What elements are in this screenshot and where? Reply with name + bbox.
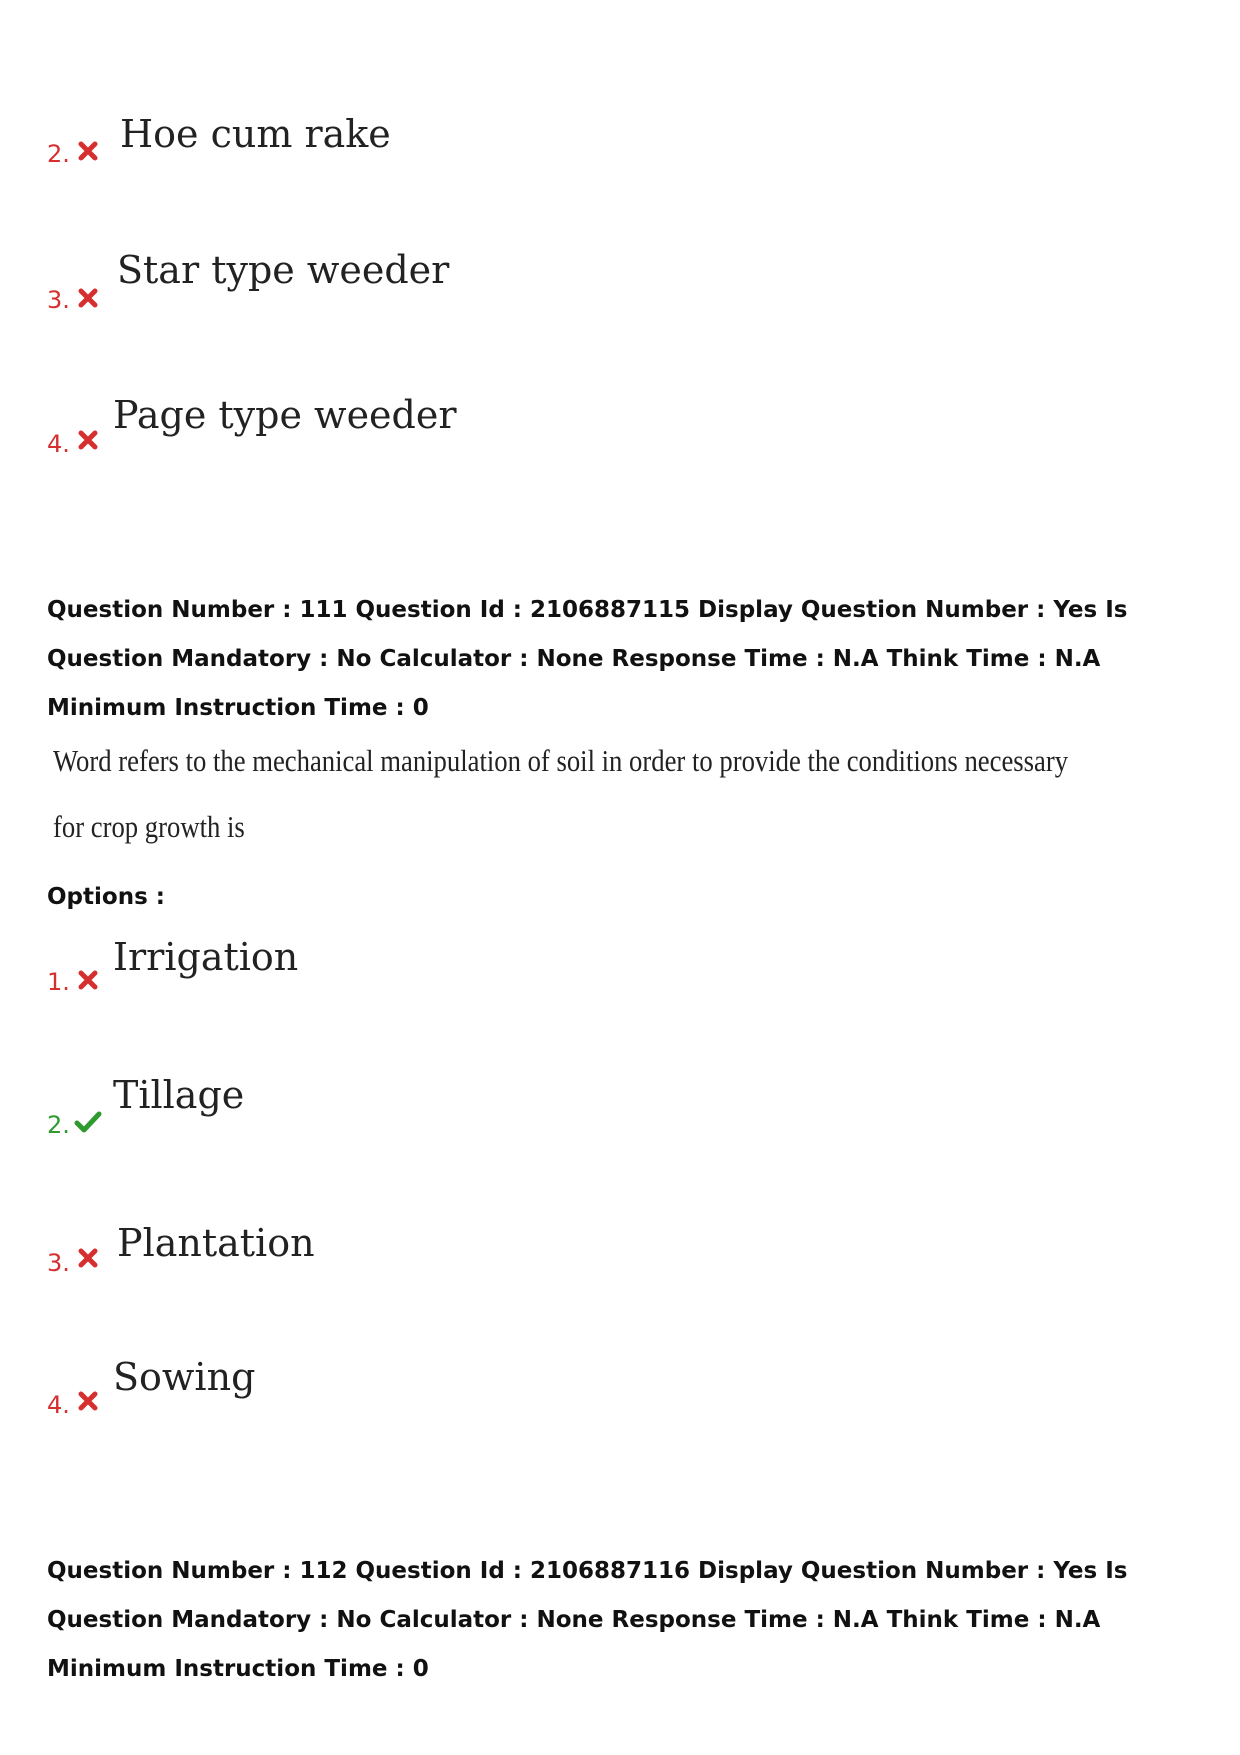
cross-icon [76,428,100,452]
option-number: 2. [47,1111,70,1139]
option-number: 3. [47,1249,70,1277]
cross-icon [76,139,100,163]
question-meta-112: Question Number : 112 Question Id : 2106887116 Display Question Number : Yes Is Question Mandatory : No Calculator : None Response Time : N.A Think Time : N.A Minimum Instruction Time : 0 [47,1558,1128,1682]
question-text-line-2: for crop growth is [53,809,245,844]
option-text: Plantation [117,1221,315,1265]
option-number: 3. [47,286,70,314]
options-label: Options : [47,884,165,910]
option-text: Page type weeder [113,393,457,437]
option-number: 1. [47,968,70,996]
option-number: 4. [47,1391,70,1419]
question-text-line-1: Word refers to the mechanical manipulation of soil in order to provide the conditions necessary [53,743,1069,778]
option-number: 4. [47,430,70,458]
cross-icon [76,286,100,310]
check-icon [74,1110,102,1136]
question-meta-111: Question Number : 111 Question Id : 2106887115 Display Question Number : Yes Is Question Mandatory : No Calculator : None Response Time : N.A Think Time : N.A Minimum Instruction Time : 0 [47,597,1128,721]
option-number: 2. [47,140,70,168]
cross-icon [76,968,100,992]
option-text: Hoe cum rake [120,112,391,156]
cross-icon [76,1246,100,1270]
cross-icon [76,1389,100,1413]
option-text: Star type weeder [117,248,450,292]
option-text: Tillage [113,1073,245,1117]
option-text: Irrigation [113,935,299,979]
option-text: Sowing [113,1355,256,1399]
